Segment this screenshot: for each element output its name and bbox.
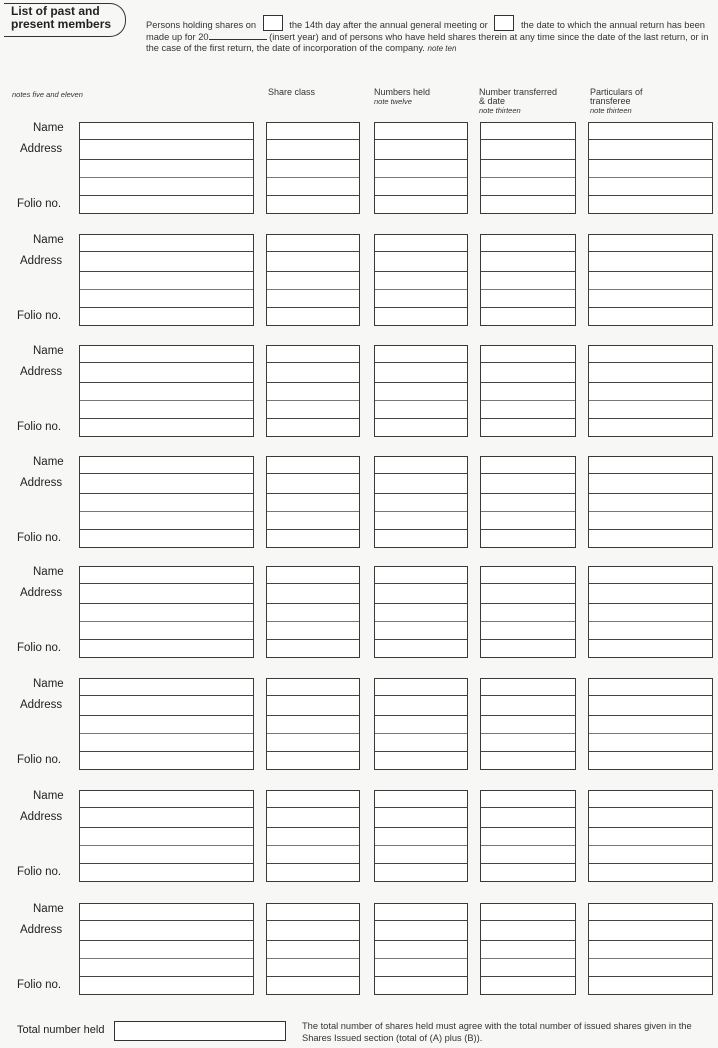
field-rule [589, 583, 712, 584]
field-rule [375, 695, 467, 696]
name-field-box[interactable] [79, 678, 254, 770]
share-field-box[interactable] [266, 790, 360, 882]
column-particulars-label-2: transferee [590, 96, 631, 106]
numbers-field-box[interactable] [374, 345, 468, 437]
field-rule [80, 139, 253, 140]
particulars-field-box[interactable] [588, 903, 713, 995]
field-rule [481, 177, 575, 178]
field-rule [267, 920, 359, 921]
particulars-field-box[interactable] [588, 345, 713, 437]
field-rule [589, 733, 712, 734]
member-entry [0, 790, 718, 886]
field-rule [267, 251, 359, 252]
address-label: Address [20, 477, 63, 489]
field-rule [267, 473, 359, 474]
field-rule [481, 639, 575, 640]
member-entry [0, 678, 718, 774]
field-rule [375, 159, 467, 160]
name-label: Name [33, 678, 64, 690]
field-rule [375, 382, 467, 383]
field-rule [267, 289, 359, 290]
field-rule [80, 289, 253, 290]
member-entry [0, 903, 718, 999]
field-rule [80, 920, 253, 921]
share-field-box[interactable] [266, 234, 360, 326]
total-number-input[interactable] [114, 1021, 286, 1041]
field-rule [375, 583, 467, 584]
intro-part2: the 14th day after the annual general meeting or [289, 20, 488, 30]
field-rule [267, 307, 359, 308]
transferred-field-box[interactable] [480, 790, 576, 882]
field-rule [80, 511, 253, 512]
numbers-field-box[interactable] [374, 456, 468, 548]
share-field-box[interactable] [266, 456, 360, 548]
field-rule [80, 827, 253, 828]
particulars-field-box[interactable] [588, 678, 713, 770]
numbers-field-box[interactable] [374, 122, 468, 214]
field-rule [80, 845, 253, 846]
field-rule [375, 863, 467, 864]
field-rule [267, 863, 359, 864]
field-rule [481, 695, 575, 696]
intro-part1: Persons holding shares on [146, 20, 257, 30]
member-entry [0, 566, 718, 662]
folio-label: Folio no. [17, 198, 62, 210]
field-rule [589, 493, 712, 494]
section-title [4, 3, 126, 37]
field-rule [481, 940, 575, 941]
folio-label: Folio no. [17, 866, 62, 878]
field-rule [481, 418, 575, 419]
name-field-box[interactable] [79, 345, 254, 437]
field-rule [80, 271, 253, 272]
field-rule [267, 976, 359, 977]
field-rule [267, 493, 359, 494]
field-rule [375, 473, 467, 474]
field-rule [375, 307, 467, 308]
field-rule [481, 920, 575, 921]
field-rule [589, 511, 712, 512]
share-field-box[interactable] [266, 122, 360, 214]
field-rule [481, 493, 575, 494]
field-rule [80, 976, 253, 977]
field-rule [589, 827, 712, 828]
field-rule [267, 583, 359, 584]
field-rule [589, 603, 712, 604]
field-rule [80, 473, 253, 474]
field-rule [589, 251, 712, 252]
field-rule [481, 863, 575, 864]
field-rule [80, 695, 253, 696]
field-rule [481, 382, 575, 383]
field-rule [267, 400, 359, 401]
section-title-line2: present members [11, 17, 112, 31]
field-rule [589, 958, 712, 959]
field-rule [375, 976, 467, 977]
field-rule [375, 958, 467, 959]
field-rule [375, 733, 467, 734]
field-rule [375, 177, 467, 178]
name-field-box[interactable] [79, 122, 254, 214]
field-rule [481, 751, 575, 752]
numbers-field-box[interactable] [374, 903, 468, 995]
date-checkbox-return-date[interactable] [494, 15, 514, 31]
field-rule [481, 733, 575, 734]
field-rule [375, 493, 467, 494]
field-rule [481, 159, 575, 160]
field-rule [589, 976, 712, 977]
folio-label: Folio no. [17, 642, 62, 654]
column-particulars [590, 88, 643, 115]
year-input[interactable] [209, 31, 267, 40]
member-entry [0, 345, 718, 441]
field-rule [267, 159, 359, 160]
field-rule [375, 529, 467, 530]
folio-label: Folio no. [17, 532, 62, 544]
field-rule [267, 715, 359, 716]
member-entry [0, 456, 718, 552]
field-rule [481, 976, 575, 977]
transferred-field-box[interactable] [480, 345, 576, 437]
field-rule [481, 621, 575, 622]
field-rule [80, 733, 253, 734]
field-rule [267, 511, 359, 512]
field-rule [375, 418, 467, 419]
folio-label: Folio no. [17, 979, 62, 991]
field-rule [267, 751, 359, 752]
field-rule [80, 177, 253, 178]
field-rule [267, 845, 359, 846]
field-rule [589, 621, 712, 622]
field-rule [80, 382, 253, 383]
field-rule [589, 920, 712, 921]
field-rule [481, 807, 575, 808]
field-rule [80, 529, 253, 530]
field-rule [481, 271, 575, 272]
address-label: Address [20, 924, 63, 936]
column-particulars-note: note thirteen [590, 106, 632, 115]
numbers-field-box[interactable] [374, 234, 468, 326]
field-rule [267, 807, 359, 808]
transferred-field-box[interactable] [480, 678, 576, 770]
field-rule [375, 715, 467, 716]
member-entry [0, 122, 718, 218]
field-rule [375, 400, 467, 401]
field-rule [80, 307, 253, 308]
field-rule [267, 139, 359, 140]
field-rule [481, 583, 575, 584]
intro-note: note ten [427, 44, 457, 53]
field-rule [267, 621, 359, 622]
share-field-box[interactable] [266, 566, 360, 658]
field-rule [375, 621, 467, 622]
column-numbers-held-label: Numbers held [374, 87, 431, 97]
field-rule [80, 715, 253, 716]
field-rule [267, 529, 359, 530]
name-field-box[interactable] [79, 566, 254, 658]
field-rule [375, 845, 467, 846]
name-label: Name [33, 122, 64, 134]
field-rule [481, 827, 575, 828]
field-rule [589, 382, 712, 383]
numbers-field-box[interactable] [374, 678, 468, 770]
field-rule [80, 603, 253, 604]
field-rule [80, 400, 253, 401]
address-label: Address [20, 366, 63, 378]
transferred-field-box[interactable] [480, 903, 576, 995]
address-label: Address [20, 587, 63, 599]
field-rule [80, 159, 253, 160]
column-notes: notes five and eleven [12, 90, 83, 99]
address-label: Address [20, 699, 63, 711]
name-field-box[interactable] [79, 456, 254, 548]
field-rule [589, 940, 712, 941]
field-rule [589, 362, 712, 363]
field-rule [80, 807, 253, 808]
field-rule [589, 715, 712, 716]
folio-label: Folio no. [17, 754, 62, 766]
field-rule [267, 940, 359, 941]
name-field-box[interactable] [79, 234, 254, 326]
transferred-field-box[interactable] [480, 566, 576, 658]
address-label: Address [20, 255, 63, 267]
field-rule [80, 583, 253, 584]
field-rule [481, 400, 575, 401]
folio-label: Folio no. [17, 421, 62, 433]
field-rule [267, 958, 359, 959]
field-rule [80, 362, 253, 363]
field-rule [481, 139, 575, 140]
name-field-box[interactable] [79, 903, 254, 995]
field-rule [481, 289, 575, 290]
total-note: The total number of shares held must agree with the total number of issued shares given in the Shares Issued section (total of (A) plus (B)). [302, 1021, 692, 1043]
field-rule [481, 958, 575, 959]
transferred-field-box[interactable] [480, 456, 576, 548]
field-rule [267, 195, 359, 196]
column-share-class: Share class [268, 87, 316, 97]
field-rule [481, 845, 575, 846]
field-rule [80, 251, 253, 252]
field-rule [589, 177, 712, 178]
field-rule [589, 695, 712, 696]
field-rule [375, 827, 467, 828]
section-title-line1: List of past and [11, 4, 100, 18]
field-rule [589, 863, 712, 864]
name-label: Name [33, 903, 64, 915]
field-rule [589, 418, 712, 419]
field-rule [589, 307, 712, 308]
field-rule [481, 511, 575, 512]
field-rule [375, 751, 467, 752]
field-rule [375, 511, 467, 512]
field-rule [589, 529, 712, 530]
field-rule [80, 418, 253, 419]
column-transferred-note: note thirteen [479, 106, 521, 115]
field-rule [267, 418, 359, 419]
particulars-field-box[interactable] [588, 456, 713, 548]
field-rule [375, 639, 467, 640]
column-transferred-label-2: & date [479, 96, 506, 106]
field-rule [589, 845, 712, 846]
field-rule [589, 751, 712, 752]
field-rule [589, 400, 712, 401]
field-rule [267, 695, 359, 696]
numbers-field-box[interactable] [374, 566, 468, 658]
intro-part4: (insert year) and of persons who have held shares therein at any time since the date of the last return, or in the case of the first return, the date of incorporation of the company. [146, 32, 709, 53]
field-rule [267, 639, 359, 640]
member-entry [0, 234, 718, 330]
numbers-field-box[interactable] [374, 790, 468, 882]
column-numbers-held [374, 88, 430, 106]
field-rule [481, 473, 575, 474]
field-rule [267, 362, 359, 363]
field-rule [589, 473, 712, 474]
field-rule [267, 177, 359, 178]
transferred-field-box[interactable] [480, 234, 576, 326]
name-label: Name [33, 234, 64, 246]
field-rule [589, 139, 712, 140]
particulars-field-box[interactable] [588, 122, 713, 214]
field-rule [80, 493, 253, 494]
name-field-box[interactable] [79, 790, 254, 882]
field-rule [80, 639, 253, 640]
field-rule [481, 195, 575, 196]
field-rule [375, 940, 467, 941]
field-rule [375, 920, 467, 921]
field-rule [481, 603, 575, 604]
field-rule [80, 863, 253, 864]
particulars-field-box[interactable] [588, 566, 713, 658]
field-rule [589, 195, 712, 196]
field-rule [267, 603, 359, 604]
date-checkbox-14th-day[interactable] [263, 15, 283, 31]
particulars-field-box[interactable] [588, 790, 713, 882]
field-rule [481, 529, 575, 530]
share-field-box[interactable] [266, 903, 360, 995]
share-field-box[interactable] [266, 345, 360, 437]
field-rule [589, 289, 712, 290]
field-rule [481, 362, 575, 363]
column-particulars-label-1: Particulars of [590, 87, 643, 97]
field-rule [375, 251, 467, 252]
field-rule [481, 715, 575, 716]
total-label: Total number held [17, 1024, 105, 1036]
field-rule [481, 251, 575, 252]
field-rule [375, 195, 467, 196]
field-rule [80, 751, 253, 752]
address-label: Address [20, 811, 63, 823]
column-number-transferred [479, 88, 557, 115]
field-rule [375, 139, 467, 140]
address-label: Address [20, 143, 63, 155]
field-rule [80, 958, 253, 959]
field-rule [267, 271, 359, 272]
name-label: Name [33, 456, 64, 468]
field-rule [589, 271, 712, 272]
field-rule [589, 639, 712, 640]
transferred-field-box[interactable] [480, 122, 576, 214]
folio-label: Folio no. [17, 310, 62, 322]
field-rule [267, 827, 359, 828]
intro-part3: the date to which the annual return has been made up for 20 [146, 20, 705, 42]
column-numbers-held-note: note twelve [374, 97, 412, 106]
field-rule [375, 603, 467, 604]
name-label: Name [33, 790, 64, 802]
field-rule [375, 271, 467, 272]
field-rule [80, 621, 253, 622]
column-transferred-label-1: Number transferred [479, 87, 558, 97]
name-label: Name [33, 345, 64, 357]
field-rule [375, 807, 467, 808]
field-rule [267, 733, 359, 734]
field-rule [481, 307, 575, 308]
field-rule [375, 289, 467, 290]
particulars-field-box[interactable] [588, 234, 713, 326]
field-rule [589, 807, 712, 808]
field-rule [589, 159, 712, 160]
share-field-box[interactable] [266, 678, 360, 770]
field-rule [267, 382, 359, 383]
field-rule [375, 362, 467, 363]
field-rule [80, 195, 253, 196]
intro-text [146, 15, 714, 54]
name-label: Name [33, 566, 64, 578]
field-rule [80, 940, 253, 941]
